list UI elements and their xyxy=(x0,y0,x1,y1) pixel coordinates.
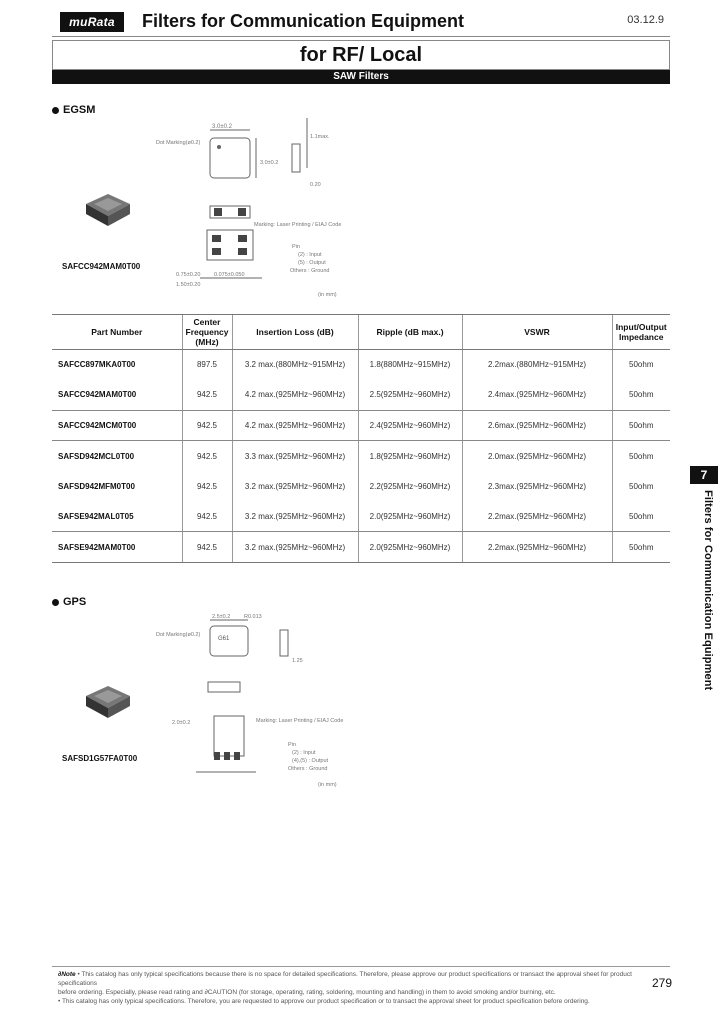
chip-code-gps: G61 xyxy=(218,636,230,642)
unit-gps: (in mm) xyxy=(318,782,337,788)
footer-divider xyxy=(52,966,670,967)
cell-ripple: 1.8(925MHz~960MHz) xyxy=(358,441,462,471)
cell-insertion-loss: 4.2 max.(925MHz~960MHz) xyxy=(232,410,358,440)
pin-note-2-gps: (4),(5) : Output xyxy=(292,758,329,764)
cell-vswr: 2.4max.(925MHz~960MHz) xyxy=(462,380,612,410)
cell-ripple: 2.4(925MHz~960MHz) xyxy=(358,410,462,440)
header-divider xyxy=(52,36,670,37)
pin-note-3-gps: Others : Ground xyxy=(288,766,328,772)
marking-note-egsm: Marking: Laser Printing / EIAJ Code xyxy=(254,222,342,228)
chapter-label: Filters for Communication Equipment xyxy=(702,490,714,691)
chapter-tab: 7 xyxy=(690,466,718,484)
table-row xyxy=(52,350,670,380)
page-number: 279 xyxy=(652,976,673,990)
cell-part-number: SAFCC942MCM0T00 xyxy=(52,410,182,440)
footer-note xyxy=(58,970,638,1006)
dim-bottom2-egsm: 1.50±0.20 xyxy=(176,282,201,288)
cell-part-number: SAFCC897MKA0T00 xyxy=(58,360,136,370)
cell-vswr: 2.2max.(925MHz~960MHz) xyxy=(462,532,612,562)
cell-frequency: 942.5 xyxy=(182,532,232,562)
cell-insertion-loss: 3.3 max.(925MHz~960MHz) xyxy=(232,441,358,471)
cell-vswr: 2.2max.(925MHz~960MHz) xyxy=(462,501,612,531)
cell-impedance: 50ohm xyxy=(612,532,670,562)
footer-line-2: before ordering. Especially, please read rating and ∂CAUTION (for storage, operating, rating, soldering, mounting and handling) in them to avoid smoking and/or burning, etc. xyxy=(58,989,556,996)
bullet-icon xyxy=(52,107,59,114)
section-heading-label: GPS xyxy=(63,596,87,608)
dot-marking-gps: Dot Marking(ø0.2) xyxy=(156,632,201,638)
cell-frequency: 942.5 xyxy=(182,501,232,531)
cell-part-number: SAFCC942MAM0T00 xyxy=(52,380,182,410)
cell-impedance: 50ohm xyxy=(612,410,670,440)
cell-impedance: 50ohm xyxy=(612,501,670,531)
unit-egsm: (in mm) xyxy=(318,292,337,298)
table-row xyxy=(52,410,670,440)
cell-part-number: SAFSD942MCL0T00 xyxy=(58,451,135,461)
dim-bottom3-egsm: 0.075±0.050 xyxy=(214,272,245,278)
chip-photo-gps xyxy=(82,682,134,722)
cell-part-number: SAFSD942MFM0T00 xyxy=(58,481,135,491)
dimension-drawing-egsm xyxy=(152,108,352,298)
cell-insertion-loss: 3.2 max.(880MHz~915MHz) xyxy=(232,350,358,380)
cell-part-number: SAFSE942MAM0T00 xyxy=(52,532,182,562)
dim-top2-gps: R0.013 xyxy=(244,614,262,620)
spec-table xyxy=(52,314,670,563)
cell-frequency: 942.5 xyxy=(182,441,232,471)
pin-header-egsm: Pin xyxy=(292,244,300,250)
cell-ripple: 2.5(925MHz~960MHz) xyxy=(358,380,462,410)
cell-impedance: 50ohm xyxy=(612,441,670,471)
col-header-center-frequency: Center Frequency (MHz) xyxy=(182,315,232,350)
table-row xyxy=(52,532,670,562)
col-header-impedance: Input/Output Impedance xyxy=(612,315,670,350)
cell-ripple: 1.8(880MHz~915MHz) xyxy=(358,350,462,380)
part-caption-egsm: SAFCC942MAM0T00 xyxy=(62,262,141,271)
dim-top-gps: 2.5±0.2 xyxy=(212,614,231,620)
cell-insertion-loss: 3.2 max.(925MHz~960MHz) xyxy=(232,501,358,531)
section-heading-gps xyxy=(52,596,86,608)
dimension-drawing-gps xyxy=(152,612,352,792)
page-title: Filters for Communication Equipment xyxy=(142,11,465,31)
cell-frequency: 942.5 xyxy=(182,471,232,501)
chip-photo-egsm xyxy=(82,190,134,230)
part-caption-gps: SAFSD1G57FA0T00 xyxy=(62,754,138,763)
cell-frequency: 942.5 xyxy=(182,410,232,440)
dot-marking-egsm: Dot Marking(ø0.2) xyxy=(156,140,201,146)
cell-frequency: 942.5 xyxy=(182,380,232,410)
dim-top-egsm: 3.0±0.2 xyxy=(212,124,232,130)
cell-impedance: 50ohm xyxy=(612,471,670,501)
cell-vswr: 2.0max.(925MHz~960MHz) xyxy=(462,441,612,471)
footer-line-1: • This catalog has only typical specifications because there is no space for detailed specifications. Therefore, please approve our product specifications or transact the approval sheet for product specifications xyxy=(58,971,632,987)
footer-line-3: • This catalog has only typical specifications. Therefore, you are requested to approve our product specification or to transact the approval sheet for product specification before ordering. xyxy=(58,998,590,1005)
col-header-insertion-loss: Insertion Loss (dB) xyxy=(232,315,358,350)
table-row xyxy=(52,501,670,531)
cell-part-number: SAFSE942MAL0T05 xyxy=(52,501,182,531)
category-subtitle: SAW Filters xyxy=(52,70,670,84)
table-row xyxy=(52,380,670,410)
caution-icon: ∂Note xyxy=(58,971,76,978)
dim-020-egsm: 0.20 xyxy=(310,182,321,188)
cell-impedance: 50ohm xyxy=(612,380,670,410)
col-header-vswr: VSWR xyxy=(462,315,612,350)
bullet-icon xyxy=(52,599,59,606)
pin-header-gps: Pin xyxy=(288,742,296,748)
cell-insertion-loss: 3.2 max.(925MHz~960MHz) xyxy=(232,532,358,562)
table-row xyxy=(52,441,670,471)
col-header-ripple: Ripple (dB max.) xyxy=(358,315,462,350)
dim-125-gps: 1.25 xyxy=(292,658,303,664)
cell-ripple: 2.0(925MHz~960MHz) xyxy=(358,532,462,562)
pin-note-3-egsm: Others : Ground xyxy=(290,268,330,274)
murata-logo: muRata xyxy=(60,12,124,32)
dim-height-egsm: 1.1max. xyxy=(310,134,330,140)
section-heading-egsm xyxy=(52,104,95,116)
dim-bottom-egsm: 0.75±0.20 xyxy=(176,272,201,278)
dim-side-gps: 2.0±0.2 xyxy=(172,720,191,726)
pin-note-1-gps: (2) : Input xyxy=(292,750,316,756)
cell-ripple: 2.0(925MHz~960MHz) xyxy=(358,501,462,531)
cell-vswr: 2.2max.(880MHz~915MHz) xyxy=(462,350,612,380)
catalog-date: 03.12.9 xyxy=(627,14,664,26)
pin-note-1-egsm: (2) : Input xyxy=(298,252,322,258)
table-row xyxy=(52,471,670,501)
cell-ripple: 2.2(925MHz~960MHz) xyxy=(358,471,462,501)
cell-impedance: 50ohm xyxy=(612,350,670,380)
category-title: for RF/ Local xyxy=(52,40,670,70)
dim-side-egsm: 3.0±0.2 xyxy=(260,160,279,166)
cell-insertion-loss: 4.2 max.(925MHz~960MHz) xyxy=(232,380,358,410)
cell-insertion-loss: 3.2 max.(925MHz~960MHz) xyxy=(232,471,358,501)
section-heading-label: EGSM xyxy=(63,104,96,116)
col-header-part-number: Part Number xyxy=(52,315,182,350)
cell-vswr: 2.6max.(925MHz~960MHz) xyxy=(462,410,612,440)
pin-note-2-egsm: (5) : Output xyxy=(298,260,326,266)
cell-vswr: 2.3max.(925MHz~960MHz) xyxy=(462,471,612,501)
cell-frequency: 897.5 xyxy=(182,350,232,380)
marking-note-gps: Marking: Laser Printing / EIAJ Code xyxy=(256,718,344,724)
table-header-row xyxy=(52,315,670,350)
page-header xyxy=(52,10,670,36)
